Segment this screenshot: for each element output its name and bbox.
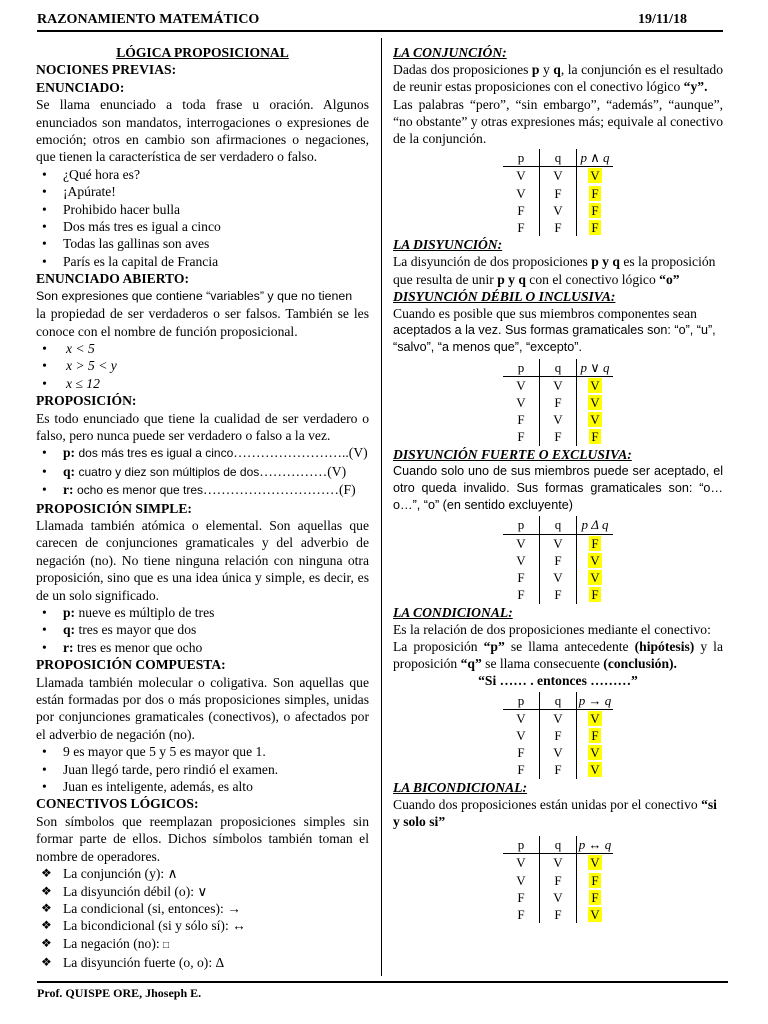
header-date: 19/11/18 bbox=[637, 12, 687, 27]
left-column bbox=[36, 44, 369, 972]
list-item: • ¡Apúrate! bbox=[36, 183, 369, 200]
conjuncion-paragraph bbox=[393, 61, 723, 95]
text-run: (hipótesis) bbox=[634, 638, 695, 654]
table-header-cell: p bbox=[503, 692, 540, 710]
table-row bbox=[503, 744, 613, 761]
text-run: Cuando dos proposiciones están unidas por el conectivo bbox=[393, 796, 702, 812]
enunciado-list bbox=[36, 166, 369, 270]
item-text: dos más tres es igual a cinco bbox=[78, 446, 234, 461]
table-cell: V bbox=[540, 889, 577, 906]
truth-table-conjuncion bbox=[503, 149, 613, 236]
text-run: “y”. bbox=[683, 79, 708, 95]
item-text: La disyunción débil (o): bbox=[63, 883, 194, 899]
table-row bbox=[503, 761, 613, 778]
text-run: “o” bbox=[659, 271, 680, 287]
table-header-cell: q bbox=[540, 359, 577, 377]
table-row bbox=[503, 534, 613, 552]
list-item: • x < 5 bbox=[36, 340, 369, 357]
table-row bbox=[503, 569, 613, 586]
bicondicional-paragraph bbox=[393, 796, 723, 830]
highlighted-value: V bbox=[590, 906, 600, 922]
table-cell: F bbox=[503, 586, 540, 603]
item-text: La bicondicional (si y sólo sí): bbox=[63, 918, 229, 934]
table-cell: F bbox=[540, 906, 577, 923]
table-cell: F bbox=[503, 889, 540, 906]
abierto-paragraph: la propiedad de ser verdaderos o ser falsos. También se les conoce con el nombre de función proposicional. bbox=[36, 306, 369, 339]
item-text: La conjunción (y): bbox=[63, 866, 165, 882]
table-header-cell: q bbox=[540, 149, 577, 167]
var-label: r: bbox=[63, 482, 74, 498]
conectivos-paragraph: Son símbolos que reemplazan proposiciones simples sin formar parte de ellos. Dichos símbolos también toman el nombre de operadores. bbox=[36, 813, 369, 864]
proposicion-simple-heading: PROPOSICIÓN SIMPLE: bbox=[36, 500, 192, 516]
enunciado-paragraph: Se llama enunciado a toda frase u oración. Algunos enunciados son mandatos, interrogaciones o expresiones de emoción; otros en cambio son afirmaciones o negaciones, que tienen la característica de ser verdadero o falso. bbox=[36, 97, 369, 165]
list-item: • Juan llegó tarde, pero rindió el examen. bbox=[36, 761, 369, 778]
simple-list bbox=[36, 604, 369, 656]
list-item: • 9 es mayor que 5 y 5 es mayor que 1. bbox=[36, 743, 369, 760]
table-cell: V bbox=[540, 709, 577, 727]
table-cell: F bbox=[503, 761, 540, 778]
disyuncion-heading: LA DISYUNCIÓN: bbox=[393, 237, 503, 253]
highlighted-value: F bbox=[591, 587, 599, 603]
result-cell bbox=[577, 376, 614, 394]
text-run: “si y solo si” bbox=[393, 796, 717, 829]
table-header-cell: p ↔ q bbox=[577, 836, 614, 854]
list-item bbox=[36, 917, 369, 934]
proposicion-heading: PROPOSICIÓN: bbox=[36, 393, 137, 409]
list-item bbox=[36, 883, 369, 900]
text-run: (conclusión). bbox=[603, 656, 677, 672]
dot-leader: ………………………… bbox=[203, 482, 339, 498]
abierto-list bbox=[36, 340, 369, 392]
fuerte-paragraph: Cuando solo uno de sus miembros puede ser aceptado, el otro queda invalido. Sus formas gramaticales son: “o… o…”, “o” (en sentido excluyente) bbox=[393, 463, 723, 513]
table-row bbox=[503, 854, 613, 872]
item-text: tres es menor que ocho bbox=[76, 639, 203, 655]
highlighted-value: V bbox=[590, 552, 600, 568]
arrow-right-icon: → bbox=[227, 900, 241, 916]
table-cell: V bbox=[540, 534, 577, 552]
highlighted-value: F bbox=[591, 202, 599, 218]
bicondicional-heading: LA BICONDICIONAL: bbox=[393, 779, 528, 795]
table-cell: V bbox=[503, 167, 540, 185]
proposicion-paragraph: Es todo enunciado que tiene la cualidad de ser verdadero o falso, pero nunca puede ser verdadero o falso a la vez. bbox=[36, 410, 369, 443]
text-run: se llama antecedente bbox=[504, 638, 635, 654]
truth-table-bicondicional bbox=[503, 836, 613, 923]
abierto-line-1: Son expresiones que contiene “variables” y que no tienen bbox=[36, 288, 353, 303]
table-cell: V bbox=[540, 202, 577, 219]
proposicion-list bbox=[36, 444, 369, 499]
table-row bbox=[503, 709, 613, 727]
condicional-heading: LA CONDICIONAL: bbox=[393, 604, 513, 620]
list-item: • ¿Qué hora es? bbox=[36, 166, 369, 183]
table-row bbox=[503, 428, 613, 445]
table-header-cell: q bbox=[540, 692, 577, 710]
conjuncion-heading: LA CONJUNCIÓN: bbox=[393, 45, 507, 60]
result-cell bbox=[577, 744, 614, 761]
table-cell: V bbox=[503, 709, 540, 727]
list-item: • Dos más tres es igual a cinco bbox=[36, 218, 369, 235]
result-cell bbox=[577, 411, 614, 428]
list-item bbox=[36, 935, 369, 954]
condicional-formula: “Si …… . entonces ………” bbox=[478, 673, 638, 689]
table-cell: F bbox=[503, 202, 540, 219]
author-name: Prof. QUISPE ORE, Jhoseph E. bbox=[37, 986, 202, 1000]
highlighted-value: V bbox=[590, 855, 600, 871]
column-divider bbox=[381, 38, 382, 976]
table-row bbox=[503, 906, 613, 923]
table-cell: F bbox=[503, 906, 540, 923]
result-cell bbox=[577, 534, 614, 552]
table-cell: F bbox=[503, 428, 540, 445]
highlighted-value: F bbox=[591, 429, 599, 445]
highlighted-value: V bbox=[590, 710, 600, 726]
list-item bbox=[36, 444, 369, 462]
table-row bbox=[503, 167, 613, 185]
table-cell: F bbox=[540, 586, 577, 603]
table-row bbox=[503, 394, 613, 411]
right-column bbox=[393, 44, 723, 923]
truth-value: (F) bbox=[338, 482, 356, 498]
table-cell: V bbox=[503, 872, 540, 889]
highlighted-value: V bbox=[590, 745, 600, 761]
item-text: cuatro y diez son múltiplos de dos bbox=[78, 464, 260, 479]
table-row bbox=[503, 727, 613, 744]
var-label: p: bbox=[63, 605, 76, 620]
table-cell: F bbox=[540, 185, 577, 202]
text-run: y bbox=[539, 62, 554, 78]
text-run: con el conectivo lógico bbox=[525, 271, 660, 287]
table-cell: V bbox=[503, 727, 540, 744]
table-cell: V bbox=[540, 376, 577, 394]
table-cell: V bbox=[503, 394, 540, 411]
text-run: La proposición bbox=[393, 638, 484, 654]
list-item bbox=[36, 481, 369, 499]
highlighted-value: V bbox=[590, 377, 600, 393]
table-header-cell: p bbox=[503, 149, 540, 167]
item-text: nueve es múltiplo de tres bbox=[78, 605, 215, 620]
var-label: q: bbox=[63, 463, 76, 479]
conectivos-heading: CONECTIVOS LÓGICOS: bbox=[36, 796, 199, 812]
disyuncion-paragraph bbox=[393, 253, 723, 287]
text-run: p y q bbox=[591, 254, 620, 270]
list-item bbox=[36, 865, 369, 882]
table-header-cell: p ∧ q bbox=[577, 149, 614, 167]
result-cell bbox=[577, 569, 614, 586]
result-cell bbox=[577, 906, 614, 923]
highlighted-value: V bbox=[590, 762, 600, 778]
document-title: LÓGICA PROPOSICIONAL bbox=[116, 45, 289, 60]
text-run: p y q bbox=[497, 271, 526, 287]
item-text: La disyunción fuerte (o, o): bbox=[63, 955, 213, 971]
highlighted-value: F bbox=[591, 889, 599, 905]
text-run: es la proposición que resulta de unir bbox=[393, 254, 716, 287]
or-symbol-icon: ∨ bbox=[197, 883, 208, 899]
text-run: La disyunción de dos proposiciones bbox=[393, 254, 592, 270]
highlighted-value: V bbox=[590, 168, 600, 184]
conjuncion-words-paragraph: Las palabras “pero”, “sin embargo”, “además”, “aunque”, “no obstante” y otras expresiones más; equivale al conectivo de la conjunción. bbox=[393, 96, 723, 147]
item-text: ocho es menor que tres bbox=[76, 483, 204, 498]
proposicion-compuesta-heading: PROPOSICIÓN COMPUESTA: bbox=[36, 657, 226, 673]
page-footer bbox=[37, 981, 728, 1001]
table-cell: V bbox=[503, 185, 540, 202]
text-run: q bbox=[553, 62, 561, 78]
list-item: • x > 5 < y bbox=[36, 357, 369, 374]
result-cell bbox=[577, 167, 614, 185]
enunciado-heading: ENUNCIADO: bbox=[36, 79, 125, 95]
subject-title: RAZONAMIENTO MATEMÁTICO bbox=[37, 12, 260, 27]
list-item bbox=[36, 900, 369, 917]
var-label: q: bbox=[63, 622, 76, 638]
table-header-cell: q bbox=[540, 516, 577, 534]
table-header-cell: p → q bbox=[577, 692, 614, 710]
table-row bbox=[503, 219, 613, 236]
result-cell bbox=[577, 586, 614, 603]
text-run: Dadas dos proposiciones bbox=[393, 62, 532, 78]
table-header-cell: p Δ q bbox=[577, 516, 614, 534]
highlighted-value: F bbox=[591, 220, 599, 236]
truth-table-disyuncion bbox=[503, 359, 613, 446]
text-run: “q” bbox=[460, 656, 482, 672]
text-run: p bbox=[531, 62, 540, 78]
compuesta-list bbox=[36, 743, 369, 795]
item-text: La condicional (si, entonces): bbox=[63, 900, 224, 916]
table-cell: F bbox=[503, 569, 540, 586]
table-cell: F bbox=[503, 411, 540, 428]
list-item: • Todas las gallinas son aves bbox=[36, 235, 369, 252]
text-run: y la proposición bbox=[393, 638, 723, 672]
debil-line-1: Cuando es posible que sus miembros componentes sean bbox=[393, 306, 697, 322]
compuesta-paragraph: Llamada también molecular o coligativa. Son aquellas que están formadas por dos o más proposiciones simples, unidas por conjunciones gramaticales (conectivos), o afectados por el adverbio de negación (no). bbox=[36, 674, 369, 742]
table-header-cell: p bbox=[503, 359, 540, 377]
var-label: p: bbox=[63, 445, 76, 461]
condicional-line-1: Es la relación de dos proposiciones mediante el conectivo: bbox=[393, 621, 711, 637]
disyuncion-debil-heading: DISYUNCIÓN DÉBIL O INCLUSIVA: bbox=[393, 288, 616, 304]
enunciado-abierto-heading: ENUNCIADO ABIERTO: bbox=[36, 271, 189, 287]
page-header bbox=[37, 12, 723, 32]
result-cell bbox=[577, 394, 614, 411]
table-header-cell: p ∨ q bbox=[577, 359, 614, 377]
result-cell bbox=[577, 552, 614, 569]
and-symbol-icon: ∧ bbox=[167, 866, 178, 882]
nociones-heading: NOCIONES PREVIAS: bbox=[36, 62, 177, 78]
table-header-cell: p bbox=[503, 836, 540, 854]
conectivos-list bbox=[36, 865, 369, 971]
table-cell: V bbox=[540, 569, 577, 586]
table-cell: F bbox=[540, 428, 577, 445]
result-cell bbox=[577, 854, 614, 872]
truth-value: (V) bbox=[348, 445, 368, 461]
list-item bbox=[36, 954, 369, 971]
result-cell bbox=[577, 202, 614, 219]
list-item bbox=[36, 463, 369, 481]
var-label: r: bbox=[63, 639, 74, 655]
table-cell: V bbox=[503, 534, 540, 552]
table-row bbox=[503, 889, 613, 906]
dot-leader: …………………….. bbox=[233, 445, 349, 461]
table-row bbox=[503, 586, 613, 603]
item-text: tres es mayor que dos bbox=[78, 622, 197, 638]
table-cell: F bbox=[540, 761, 577, 778]
text-run: se llama consecuente bbox=[481, 656, 604, 672]
table-cell: V bbox=[540, 411, 577, 428]
truth-value: (V) bbox=[327, 463, 347, 479]
simple-paragraph: Llamada también atómica o elemental. Son aquellas que carecen de conjunciones gramaticales y del adverbio de negación (no). No tiene ninguna relación con ninguna otra proposición, sino que es una idea única y simple, es decir, es de un solo significado. bbox=[36, 517, 369, 603]
condicional-paragraph bbox=[393, 638, 723, 672]
table-cell: F bbox=[503, 219, 540, 236]
result-cell bbox=[577, 889, 614, 906]
list-item bbox=[36, 621, 369, 638]
table-row bbox=[503, 185, 613, 202]
result-cell bbox=[577, 185, 614, 202]
result-cell bbox=[577, 219, 614, 236]
result-cell bbox=[577, 428, 614, 445]
highlighted-value: F bbox=[591, 535, 599, 551]
table-cell: V bbox=[540, 167, 577, 185]
double-arrow-icon: ↔ bbox=[232, 918, 246, 934]
item-text: La negación (no): bbox=[63, 935, 160, 951]
list-item: • Prohibido hacer bulla bbox=[36, 201, 369, 218]
table-cell: F bbox=[503, 744, 540, 761]
table-cell: V bbox=[503, 376, 540, 394]
highlighted-value: F bbox=[591, 727, 599, 743]
table-row bbox=[503, 202, 613, 219]
table-header-cell: q bbox=[540, 836, 577, 854]
negation-symbol-icon: □ bbox=[163, 939, 170, 951]
list-item bbox=[36, 639, 369, 656]
result-cell bbox=[577, 727, 614, 744]
table-cell: F bbox=[540, 219, 577, 236]
dot-leader: …………… bbox=[259, 463, 328, 479]
list-item: • Juan es inteligente, además, es alto bbox=[36, 778, 369, 795]
table-cell: F bbox=[540, 727, 577, 744]
highlighted-value: V bbox=[590, 395, 600, 411]
highlighted-value: F bbox=[591, 185, 599, 201]
table-cell: V bbox=[540, 744, 577, 761]
delta-symbol-icon: Δ bbox=[215, 955, 225, 971]
highlighted-value: F bbox=[591, 872, 599, 888]
list-item: • x ≤ 12 bbox=[36, 375, 369, 392]
text-run: , la conjunción es el resultado de reunir estas proposiciones con el conectivo lógico bbox=[393, 62, 723, 95]
table-cell: F bbox=[540, 872, 577, 889]
table-cell: V bbox=[540, 854, 577, 872]
debil-paragraph: aceptados a la vez. Sus formas gramaticales son: “o”, “u”, “salvo”, “a menos que”, “excepto”. bbox=[393, 323, 716, 355]
table-cell: V bbox=[503, 552, 540, 569]
list-item: • París es la capital de Francia bbox=[36, 253, 369, 270]
result-cell bbox=[577, 709, 614, 727]
highlighted-value: V bbox=[590, 570, 600, 586]
table-row bbox=[503, 411, 613, 428]
table-cell: V bbox=[503, 854, 540, 872]
list-item bbox=[36, 604, 369, 621]
result-cell bbox=[577, 761, 614, 778]
table-row bbox=[503, 376, 613, 394]
disyuncion-fuerte-heading: DISYUNCIÓN FUERTE O EXCLUSIVA: bbox=[393, 446, 632, 462]
table-row bbox=[503, 552, 613, 569]
table-cell: F bbox=[540, 552, 577, 569]
table-header-cell: p bbox=[503, 516, 540, 534]
table-row bbox=[503, 872, 613, 889]
result-cell bbox=[577, 872, 614, 889]
highlighted-value: V bbox=[590, 412, 600, 428]
text-run: “p” bbox=[483, 638, 505, 654]
table-cell: F bbox=[540, 394, 577, 411]
truth-table-condicional bbox=[503, 692, 613, 779]
truth-table-fuerte bbox=[503, 516, 613, 603]
